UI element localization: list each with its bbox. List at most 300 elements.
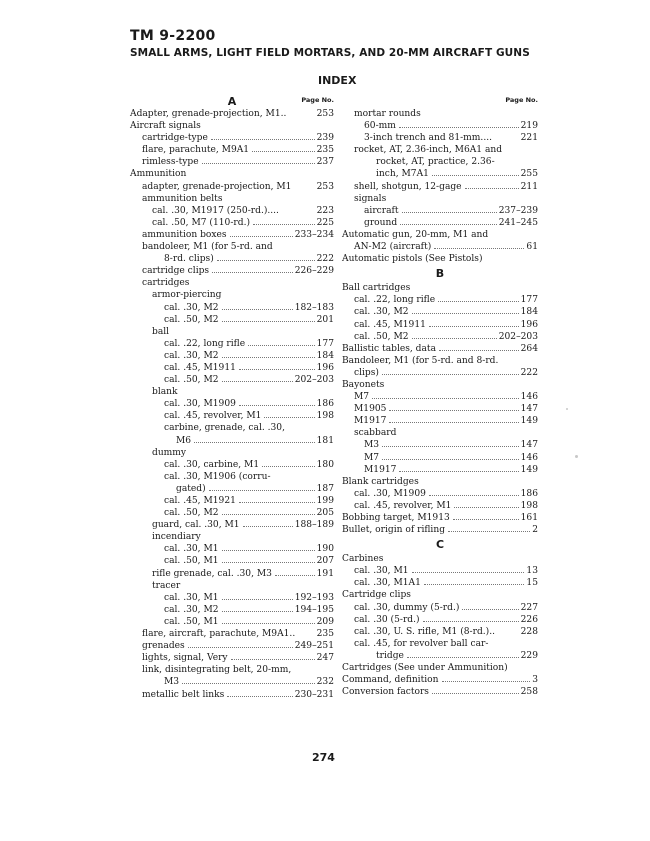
entry-page: 264 bbox=[520, 343, 538, 354]
entry-text: metallic belt links bbox=[142, 689, 225, 700]
entry-text: carbine, grenade, cal. .30, bbox=[164, 423, 285, 434]
index-entry bbox=[130, 168, 334, 180]
entry-text: lights, signal, Very bbox=[142, 653, 228, 664]
entry-text: Aircraft signals bbox=[130, 121, 201, 132]
entry-page: 201 bbox=[316, 314, 334, 325]
index-entry bbox=[342, 650, 538, 662]
dot-leader bbox=[423, 621, 519, 622]
dot-leader bbox=[432, 175, 519, 176]
index-entry bbox=[130, 422, 334, 434]
dot-leader bbox=[448, 531, 530, 532]
entry-text: clips) bbox=[354, 367, 379, 378]
entry-text: cal. .30, M2 bbox=[164, 604, 219, 615]
index-entry bbox=[342, 355, 538, 367]
dot-leader bbox=[211, 139, 315, 140]
index-entry bbox=[130, 580, 334, 592]
entry-text: cal. .30, M1917 (250-rd.).... bbox=[152, 205, 279, 216]
entry-page: 3 bbox=[532, 675, 538, 686]
entry-text: tridge bbox=[376, 650, 404, 661]
index-entry bbox=[130, 471, 334, 483]
entry-text: cal. .45, revolver, M1 bbox=[354, 500, 452, 511]
entry-text: scabbard bbox=[354, 428, 397, 439]
dot-leader bbox=[412, 572, 525, 573]
entry-page: 258 bbox=[520, 687, 538, 698]
dot-leader bbox=[402, 212, 497, 213]
dot-leader bbox=[382, 459, 519, 460]
dot-leader bbox=[264, 417, 314, 418]
index-entry bbox=[342, 674, 538, 686]
entry-page: 198 bbox=[520, 500, 538, 511]
dot-leader bbox=[222, 623, 315, 624]
index-entry bbox=[342, 217, 538, 229]
entry-page: 191 bbox=[316, 568, 334, 579]
index-entry bbox=[130, 132, 334, 144]
index-entry bbox=[342, 626, 538, 638]
entry-page: 227 bbox=[520, 602, 538, 613]
dot-leader bbox=[222, 562, 315, 563]
entry-page: 147 bbox=[520, 440, 538, 451]
entry-text: cal. .45, M1911 bbox=[354, 319, 426, 330]
entry-page: 202–203 bbox=[498, 331, 538, 342]
dot-leader bbox=[453, 519, 519, 520]
index-entry bbox=[130, 435, 334, 447]
dot-leader bbox=[399, 471, 518, 472]
entry-text: flare, aircraft, parachute, M9A1.. bbox=[142, 629, 296, 640]
entry-page: 241–245 bbox=[498, 217, 538, 228]
dot-leader bbox=[239, 502, 315, 503]
index-entry bbox=[130, 265, 334, 277]
entry-text: link, disintegrating belt, 20-mm, bbox=[142, 665, 292, 676]
index-entry bbox=[342, 662, 538, 674]
dot-leader bbox=[252, 151, 315, 152]
page-no-label: Page No. bbox=[505, 96, 538, 104]
dot-leader bbox=[389, 422, 518, 423]
index-entry bbox=[342, 427, 538, 439]
dot-leader bbox=[465, 188, 519, 189]
dot-leader bbox=[222, 599, 293, 600]
dot-leader bbox=[389, 410, 518, 411]
dot-leader bbox=[239, 405, 315, 406]
entry-text: AN-M2 (aircraft) bbox=[354, 242, 432, 253]
entry-page: 226–229 bbox=[294, 266, 334, 277]
entry-page: 237 bbox=[316, 157, 334, 168]
entry-text: rocket, AT, 2.36-inch, M6A1 and bbox=[354, 145, 503, 156]
section-letter-row bbox=[342, 536, 538, 553]
index-entry bbox=[342, 565, 538, 577]
index-entry bbox=[130, 386, 334, 398]
index-entry bbox=[342, 132, 538, 144]
document-id: TM 9-2200 bbox=[130, 28, 216, 44]
index-entry bbox=[342, 306, 538, 318]
index-entry bbox=[130, 277, 334, 289]
entry-page: 225 bbox=[316, 217, 334, 228]
index-entry bbox=[342, 241, 538, 253]
entry-page: 247 bbox=[316, 653, 334, 664]
entry-page: 255 bbox=[520, 169, 538, 180]
entry-text: M7 bbox=[354, 392, 370, 403]
entry-text: Adapter, grenade-projection, M1.. bbox=[130, 109, 287, 119]
dot-leader bbox=[372, 398, 519, 399]
entry-text: cal. .50, M2 bbox=[164, 375, 219, 386]
index-entry bbox=[342, 229, 538, 241]
entry-text: Ballistic tables, data bbox=[342, 343, 436, 354]
entry-text: Automatic gun, 20-mm, M1 and bbox=[342, 229, 489, 240]
index-entry bbox=[342, 589, 538, 601]
entry-page: 237–239 bbox=[498, 205, 538, 216]
index-entry bbox=[130, 302, 334, 314]
entry-text: Bandoleer, M1 (for 5-rd. and 8-rd. bbox=[342, 355, 499, 366]
dot-leader bbox=[230, 236, 293, 237]
entry-page: 146 bbox=[520, 392, 538, 403]
dot-leader bbox=[253, 224, 315, 225]
entry-text: cal. .30, M1 bbox=[354, 566, 409, 577]
index-entry bbox=[342, 614, 538, 626]
entry-page: 226 bbox=[520, 614, 538, 625]
entry-page: 199 bbox=[316, 496, 334, 506]
dot-leader bbox=[222, 550, 315, 551]
dot-leader bbox=[182, 683, 315, 684]
section-letter: C bbox=[435, 538, 445, 552]
entry-page: 249–251 bbox=[294, 641, 334, 652]
entry-page: 253 bbox=[316, 181, 334, 192]
entry-page: 229 bbox=[520, 650, 538, 661]
entry-page: 2 bbox=[532, 525, 538, 536]
entry-text: cal. .30, U. S. rifle, M1 (8-rd.).. bbox=[354, 626, 496, 637]
entry-page: 223 bbox=[316, 205, 334, 216]
entry-text: cal. .30, M1 bbox=[164, 544, 219, 555]
index-entry bbox=[342, 343, 538, 355]
index-entry bbox=[130, 374, 334, 386]
dot-leader bbox=[222, 309, 293, 310]
index-entry bbox=[342, 464, 538, 476]
entry-text: cal. .45, M1911 bbox=[164, 362, 236, 373]
index-entry bbox=[342, 638, 538, 650]
entry-page: 233–234 bbox=[294, 229, 334, 240]
entry-page: 177 bbox=[316, 338, 334, 349]
entry-page: 207 bbox=[316, 556, 334, 567]
entry-text: cal. .30, M2 bbox=[164, 302, 219, 313]
index-entry bbox=[130, 676, 334, 688]
entry-text: cal. .22, long rifle bbox=[354, 295, 436, 306]
entry-text: Blank cartridges bbox=[342, 476, 419, 487]
index-entry bbox=[342, 253, 538, 265]
dot-leader bbox=[275, 575, 315, 576]
index-entry bbox=[342, 120, 538, 132]
entry-text: 3-inch trench and 81-mm.... bbox=[364, 133, 492, 144]
entry-text: Bobbing target, M1913 bbox=[342, 513, 450, 523]
entry-page: 61 bbox=[526, 242, 538, 253]
index-entry bbox=[130, 314, 334, 326]
entry-text: ball bbox=[152, 326, 170, 337]
index-entry bbox=[342, 144, 538, 156]
entry-text: cal. .30, dummy (5-rd.) bbox=[354, 602, 460, 613]
column-header bbox=[342, 94, 538, 108]
page-no-label: Page No. bbox=[301, 96, 334, 104]
entry-text: cal. .50, M2 bbox=[164, 508, 219, 519]
index-entry bbox=[130, 362, 334, 374]
index-entry bbox=[130, 689, 334, 701]
dot-leader bbox=[239, 369, 315, 370]
entry-text: cal. .30, carbine, M1 bbox=[164, 459, 260, 470]
index-entry bbox=[342, 181, 538, 193]
entry-text: rimless-type bbox=[142, 157, 199, 168]
index-entry bbox=[342, 553, 538, 565]
index-entry bbox=[342, 524, 538, 536]
entry-text: incendiary bbox=[152, 532, 201, 543]
entry-text: aircraft bbox=[364, 205, 399, 216]
dot-leader bbox=[399, 127, 519, 128]
entry-page: 235 bbox=[316, 145, 334, 156]
entry-text: adapter, grenade-projection, M1 bbox=[142, 181, 292, 192]
index-entry bbox=[342, 512, 538, 524]
dot-leader bbox=[209, 490, 315, 491]
entry-page: 211 bbox=[520, 181, 538, 192]
entry-page: 228 bbox=[520, 626, 538, 637]
entry-text: Command, definition bbox=[342, 675, 439, 686]
dot-leader bbox=[454, 507, 518, 508]
entry-page: 219 bbox=[520, 121, 538, 132]
entry-text: M3 bbox=[364, 440, 380, 451]
entry-text: cal. .45, revolver, M1 bbox=[164, 411, 262, 422]
entry-text: inch, M7A1 bbox=[376, 169, 429, 180]
entry-text: cartridge clips bbox=[142, 266, 210, 277]
index-entry bbox=[342, 403, 538, 415]
dot-leader bbox=[227, 696, 292, 697]
index-entry bbox=[130, 193, 334, 205]
dot-leader bbox=[222, 357, 315, 358]
entry-text: Cartridges (See under Ammunition) bbox=[342, 663, 508, 674]
index-entry bbox=[342, 602, 538, 614]
entry-text: Conversion factors bbox=[342, 687, 429, 698]
index-entry bbox=[342, 205, 538, 217]
scan-speck bbox=[575, 455, 578, 458]
entry-text: ammunition belts bbox=[142, 193, 223, 204]
entry-text: cal. .50, M1 bbox=[164, 616, 219, 627]
dot-leader bbox=[432, 693, 519, 694]
index-entry bbox=[342, 108, 538, 120]
entry-text: cartridge-type bbox=[142, 133, 208, 144]
entry-text: cal. .30 (5-rd.) bbox=[354, 614, 420, 625]
index-entry bbox=[342, 391, 538, 403]
dot-leader bbox=[222, 514, 315, 515]
index-entry bbox=[130, 555, 334, 567]
entry-text: blank bbox=[152, 387, 178, 398]
dot-leader bbox=[439, 350, 519, 351]
entry-text: cal. .30, M1 bbox=[164, 592, 219, 603]
entry-text: rifle grenade, cal. .30, M3 bbox=[152, 568, 272, 579]
index-entry bbox=[130, 543, 334, 555]
dot-leader bbox=[248, 345, 315, 346]
index-entry bbox=[130, 350, 334, 362]
entry-page: 221 bbox=[520, 133, 538, 144]
entry-text: dummy bbox=[152, 447, 187, 458]
entry-page: 187 bbox=[316, 483, 334, 494]
dot-leader bbox=[429, 326, 519, 327]
entry-text: Cartridge clips bbox=[342, 590, 411, 601]
index-entry bbox=[130, 144, 334, 156]
entry-text: tracer bbox=[152, 580, 181, 591]
entry-text: M1917 bbox=[364, 464, 397, 475]
index-entry bbox=[130, 459, 334, 471]
entry-text: Carbines bbox=[342, 554, 384, 565]
column-header bbox=[130, 94, 334, 108]
dot-leader bbox=[412, 338, 497, 339]
entry-text: guard, cal. .30, M1 bbox=[152, 520, 240, 531]
entry-page: 15 bbox=[526, 578, 538, 589]
dot-leader bbox=[412, 313, 519, 314]
index-column-right bbox=[342, 94, 538, 698]
index-entry bbox=[342, 415, 538, 427]
index-entry bbox=[130, 156, 334, 168]
entry-text: M6 bbox=[176, 435, 192, 446]
entry-text: cal. .50, M2 bbox=[354, 331, 409, 342]
entry-text: ammunition boxes bbox=[142, 229, 227, 240]
entry-page: 232 bbox=[316, 677, 334, 688]
entry-text: cal. .30, M2 bbox=[354, 307, 409, 318]
entry-page: 198 bbox=[316, 411, 334, 422]
index-entry bbox=[130, 604, 334, 616]
dot-leader bbox=[424, 584, 525, 585]
dot-leader bbox=[222, 611, 293, 612]
entry-page: 181 bbox=[316, 435, 334, 446]
index-entry bbox=[130, 640, 334, 652]
entry-page: 161 bbox=[520, 513, 538, 523]
entry-page: 149 bbox=[520, 464, 538, 475]
index-entry bbox=[130, 253, 334, 265]
entry-page: 205 bbox=[316, 508, 334, 519]
entry-text: 8-rd. clips) bbox=[164, 254, 214, 265]
section-letter-row bbox=[342, 265, 538, 282]
index-entry bbox=[130, 495, 334, 507]
entry-text: Automatic pistols (See Pistols) bbox=[342, 254, 483, 265]
entry-text: flare, parachute, M9A1 bbox=[142, 145, 250, 156]
dot-leader bbox=[442, 681, 531, 682]
index-entry bbox=[130, 652, 334, 664]
index-entry bbox=[342, 686, 538, 698]
dot-leader bbox=[222, 321, 315, 322]
entry-text: cal. .45, for revolver ball car- bbox=[354, 638, 489, 649]
entry-text: cal. .50, M1 bbox=[164, 556, 219, 567]
entry-page: 149 bbox=[520, 416, 538, 427]
index-entry bbox=[130, 483, 334, 495]
index-entry bbox=[130, 241, 334, 253]
dot-leader bbox=[262, 466, 314, 467]
entry-text: cal. .30, M1909 bbox=[164, 399, 236, 410]
entry-page: 253 bbox=[316, 109, 334, 119]
entry-page: 186 bbox=[316, 399, 334, 410]
index-entry bbox=[130, 229, 334, 241]
dot-leader bbox=[382, 374, 519, 375]
index-entry bbox=[130, 338, 334, 350]
entry-text: Ball cartridges bbox=[342, 283, 411, 294]
entry-page: 184 bbox=[520, 307, 538, 318]
entry-text: cal. .45, M1921 bbox=[164, 496, 236, 506]
entry-page: 184 bbox=[316, 350, 334, 361]
entry-text: cal. .50, M2 bbox=[164, 314, 219, 325]
index-entry bbox=[130, 616, 334, 628]
entry-page: 147 bbox=[520, 404, 538, 415]
dot-leader bbox=[434, 248, 524, 249]
entry-page: 146 bbox=[520, 452, 538, 463]
entry-page: 177 bbox=[520, 295, 538, 306]
dot-leader bbox=[462, 609, 518, 610]
index-entry bbox=[342, 452, 538, 464]
index-entry bbox=[130, 289, 334, 301]
dot-leader bbox=[212, 272, 293, 273]
dot-leader bbox=[429, 495, 519, 496]
scan-speck bbox=[566, 408, 568, 410]
index-entry bbox=[130, 326, 334, 338]
document-subtitle: SMALL ARMS, LIGHT FIELD MORTARS, AND 20-MM AIRCRAFT GUNS bbox=[130, 47, 530, 59]
index-entry bbox=[130, 568, 334, 580]
entry-text: M3 bbox=[164, 677, 180, 688]
dot-leader bbox=[231, 659, 315, 660]
index-entry bbox=[130, 664, 334, 676]
dot-leader bbox=[400, 224, 497, 225]
dot-leader bbox=[407, 657, 519, 658]
entry-page: 180 bbox=[316, 459, 334, 470]
entry-text: cal. .30, M1909 bbox=[354, 488, 426, 499]
index-entry bbox=[342, 319, 538, 331]
dot-leader bbox=[194, 442, 315, 443]
index-entry bbox=[342, 476, 538, 488]
entry-text: mortar rounds bbox=[354, 109, 421, 119]
entry-text: cal. .30, M2 bbox=[164, 350, 219, 361]
dot-leader bbox=[202, 163, 315, 164]
index-entry bbox=[130, 507, 334, 519]
entry-text: shell, shotgun, 12-gage bbox=[354, 181, 462, 192]
dot-leader bbox=[188, 647, 293, 648]
index-entry bbox=[342, 282, 538, 294]
index-entry bbox=[342, 331, 538, 343]
index-entry bbox=[342, 500, 538, 512]
entry-text: rocket, AT, practice, 2.36- bbox=[376, 157, 495, 168]
entry-text: Bayonets bbox=[342, 379, 385, 390]
index-entry bbox=[342, 488, 538, 500]
entry-text: Ammunition bbox=[130, 169, 187, 180]
dot-leader bbox=[382, 446, 519, 447]
index-entry bbox=[130, 217, 334, 229]
entry-page: 196 bbox=[316, 362, 334, 373]
entry-text: ground bbox=[364, 217, 398, 228]
dot-leader bbox=[222, 381, 293, 382]
index-entry bbox=[342, 156, 538, 168]
index-entry bbox=[130, 120, 334, 132]
entry-page: 194–195 bbox=[294, 604, 334, 615]
entry-text: armor-piercing bbox=[152, 290, 222, 301]
entry-text: bandoleer, M1 (for 5-rd. and bbox=[142, 242, 273, 253]
entry-page: 209 bbox=[316, 616, 334, 627]
entry-text: grenades bbox=[142, 641, 185, 652]
index-entry bbox=[130, 108, 334, 120]
index-entry bbox=[130, 181, 334, 193]
index-entry bbox=[342, 193, 538, 205]
index-title: INDEX bbox=[318, 74, 357, 87]
entry-page: 186 bbox=[520, 488, 538, 499]
entry-text: cal. .30, M1906 (corru- bbox=[164, 471, 271, 482]
index-entry bbox=[342, 294, 538, 306]
index-entry bbox=[130, 519, 334, 531]
index-entry bbox=[130, 410, 334, 422]
entry-page: 230–231 bbox=[294, 689, 334, 700]
entry-text: cal. .50, M7 (110-rd.) bbox=[152, 217, 251, 228]
entry-page: 222 bbox=[316, 254, 334, 265]
section-letter: A bbox=[227, 95, 237, 108]
entry-page: 192–193 bbox=[294, 592, 334, 603]
entry-text: Bullet, origin of rifling bbox=[342, 525, 446, 536]
index-entry bbox=[130, 398, 334, 410]
dot-leader bbox=[243, 526, 293, 527]
